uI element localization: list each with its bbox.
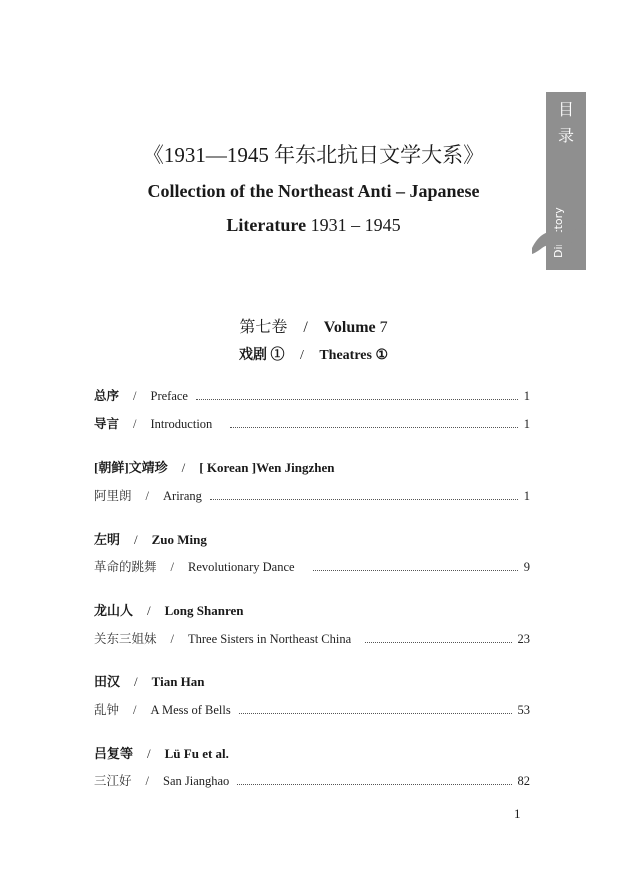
toc-entry-introduction[interactable] (94, 414, 530, 432)
title-english-years: 1931 – 1945 (306, 215, 401, 235)
page-number: 1 (523, 489, 530, 503)
volume-separator: / (303, 319, 308, 336)
volume-en: Volume (323, 319, 376, 336)
author-separator: / (181, 460, 186, 475)
page-number: 1 (523, 389, 530, 403)
work-zh: 革命的跳舞 (94, 560, 157, 574)
toc-entry-work[interactable] (94, 557, 530, 575)
entry-zh: 总序 (94, 389, 120, 403)
work-zh: 阿里朗 (94, 489, 132, 503)
entry-separator: / (133, 417, 137, 431)
work-separator: / (145, 774, 149, 788)
author-zh: 田汉 (94, 674, 121, 689)
volume-heading (0, 314, 627, 337)
toc-entry-work[interactable] (94, 486, 530, 504)
title-english-literature: Literature (226, 215, 307, 235)
dot-leader (237, 784, 511, 785)
author-en: Tian Han (151, 674, 205, 689)
work-zh: 关东三姐妹 (94, 632, 157, 646)
page-number: 82 (517, 774, 530, 788)
author-zh: 龙山人 (94, 603, 134, 618)
author-separator: / (134, 532, 138, 547)
author-zh: 左明 (94, 532, 121, 547)
work-en: San Jianghao (163, 774, 230, 788)
author-heading (94, 671, 205, 690)
entry-en: Introduction (150, 417, 213, 431)
genre-heading (0, 344, 627, 364)
volume-number: 7 (375, 319, 388, 336)
entry-separator: / (133, 389, 137, 403)
page-number: 53 (517, 703, 530, 717)
title-english-line2 (0, 208, 627, 242)
genre-separator: / (299, 348, 304, 363)
work-en: Revolutionary Dance (188, 560, 295, 574)
side-tab-cn-2: 录 (557, 126, 574, 145)
dot-leader (239, 713, 512, 714)
author-en: Long Shanren (164, 603, 244, 618)
author-heading (94, 529, 207, 548)
genre-zh: 戏剧 ① (238, 348, 285, 363)
work-separator: / (145, 489, 149, 503)
work-separator: / (170, 560, 174, 574)
author-heading (94, 457, 334, 476)
author-separator: / (134, 674, 138, 689)
author-en: Lü Fu et al. (164, 746, 229, 761)
author-zh: [朝鲜]文靖珍 (94, 460, 168, 475)
page-number: 1 (523, 417, 530, 431)
book-title-block (0, 140, 627, 242)
author-zh: 吕复等 (94, 746, 134, 761)
title-english-line1: Collection of the Northeast Anti – Japanese (147, 181, 480, 201)
author-heading (94, 743, 229, 762)
genre-en: Theatres ① (319, 348, 389, 363)
toc-entry-work[interactable] (94, 771, 530, 789)
page-number: 9 (523, 560, 530, 574)
page-number: 23 (517, 632, 530, 646)
dot-leader (196, 399, 518, 400)
toc-entry-preface[interactable] (94, 386, 530, 404)
author-heading (94, 600, 244, 619)
work-zh: 三江好 (94, 774, 132, 788)
work-en: Arirang (163, 489, 202, 503)
dot-leader (313, 570, 518, 571)
dot-leader (210, 499, 518, 500)
work-separator: / (170, 632, 174, 646)
entry-zh: 导言 (94, 417, 120, 431)
author-en: Zuo Ming (151, 532, 207, 547)
author-separator: / (147, 603, 151, 618)
toc-entry-work[interactable] (94, 629, 530, 647)
work-separator: / (133, 703, 137, 717)
dot-leader (230, 427, 517, 428)
side-tab-cn-1: 目 (557, 100, 574, 119)
work-en: Three Sisters in Northeast China (188, 632, 352, 646)
page-folio: 1 (514, 806, 521, 821)
dot-leader (365, 642, 511, 643)
work-en: A Mess of Bells (150, 703, 231, 717)
volume-zh: 第七卷 (239, 319, 288, 336)
author-separator: / (147, 746, 151, 761)
work-zh: 乱钟 (94, 703, 120, 717)
entry-en: Preface (150, 389, 188, 403)
title-chinese: 《1931—1945 年东北抗日文学大系》 (142, 143, 485, 167)
author-en: [ Korean ]Wen Jingzhen (199, 460, 335, 475)
toc-entry-work[interactable] (94, 700, 530, 718)
